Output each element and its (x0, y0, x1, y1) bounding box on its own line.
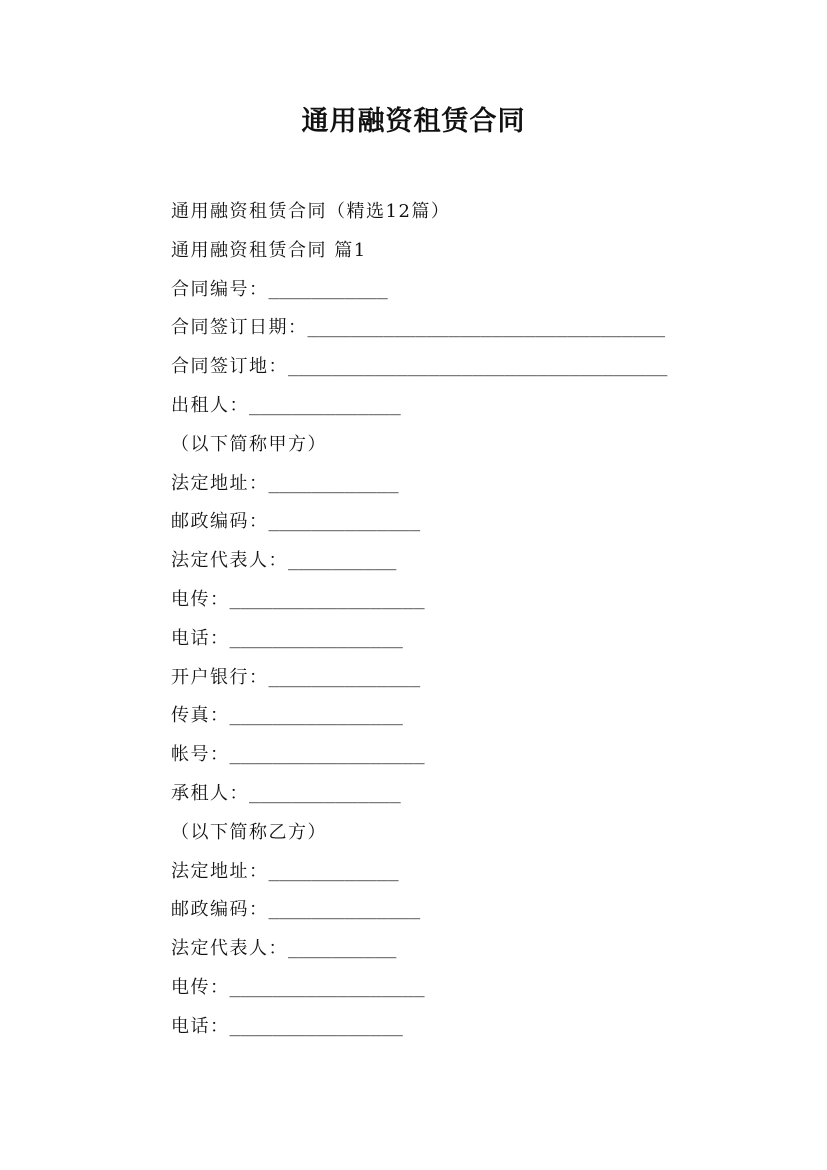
party-a-telex-field (171, 581, 731, 620)
party-a-postcode-field (171, 503, 731, 542)
fill-blank: ____________ (268, 860, 399, 882)
field-label: 法定地址： (171, 860, 269, 882)
field-label: 合同签订日期： (171, 317, 308, 339)
lessor-field (171, 387, 731, 426)
party-a-phone-field (171, 620, 731, 659)
doc-subtitle-line (171, 193, 731, 232)
fill-blank: __________________ (229, 976, 425, 998)
fill-blank: __________________ (229, 588, 425, 610)
field-label: 电传： (171, 588, 230, 610)
field-label: 合同编号： (171, 278, 269, 300)
field-label: 法定代表人： (171, 938, 288, 960)
field-label: 传真： (171, 705, 230, 727)
field-label: 法定代表人： (171, 550, 288, 572)
fill-blank: ________________ (229, 1015, 403, 1037)
party-a-bank-field (171, 659, 731, 698)
field-label: 电话： (171, 1015, 230, 1037)
party-a-account-field (171, 736, 731, 775)
field-label: 邮政编码： (171, 899, 269, 921)
fill-blank: ______________ (249, 394, 401, 416)
field-label: 电传： (171, 976, 230, 998)
section-heading-line (171, 232, 731, 271)
party-b-telex-field (171, 969, 731, 1008)
fill-blank: ____________ (268, 472, 399, 494)
signing-place-field (171, 348, 731, 387)
document-title: 通用融资租赁合同 (301, 106, 526, 137)
party-a-note (171, 426, 731, 465)
field-label: 出租人： (171, 394, 249, 416)
field-label: 邮政编码： (171, 511, 269, 533)
line-label: 通用融资租赁合同（精选12篇） (171, 201, 451, 222)
fill-blank: ________________ (229, 705, 403, 727)
party-a-fax-field (171, 697, 731, 736)
fill-blank: _________________________________ (307, 317, 666, 339)
party-a-address-field (171, 465, 731, 504)
line-label: （以下简称甲方） (171, 433, 327, 455)
fill-blank: ___________ (268, 278, 388, 300)
fill-blank: ______________ (268, 899, 421, 921)
fill-blank: ___________________________________ (288, 356, 668, 378)
line-label: （以下简称乙方） (171, 821, 327, 843)
field-label: 电话： (171, 627, 230, 649)
line-label: 通用融资租赁合同 篇1 (171, 239, 367, 261)
party-a-representative-field (171, 542, 731, 581)
party-b-representative-field (171, 930, 731, 969)
party-b-postcode-field (171, 891, 731, 930)
field-label: 开户银行： (171, 666, 269, 688)
party-b-address-field (171, 853, 731, 892)
party-b-note (171, 814, 731, 853)
fill-blank: ______________ (268, 666, 421, 688)
lessee-field (171, 775, 731, 814)
field-label: 承租人： (171, 782, 249, 804)
fill-blank: __________________ (229, 744, 425, 766)
document-body (171, 193, 731, 1047)
contract-number-field (171, 271, 731, 310)
fill-blank: __________ (288, 550, 397, 572)
fill-blank: ______________ (268, 511, 421, 533)
signing-date-field (171, 309, 731, 348)
fill-blank: ______________ (249, 782, 401, 804)
field-label: 法定地址： (171, 472, 269, 494)
fill-blank: __________ (288, 938, 397, 960)
field-label: 合同签订地： (171, 356, 288, 378)
fill-blank: ________________ (229, 627, 403, 649)
field-label: 帐号： (171, 744, 230, 766)
party-b-phone-field (171, 1008, 731, 1047)
